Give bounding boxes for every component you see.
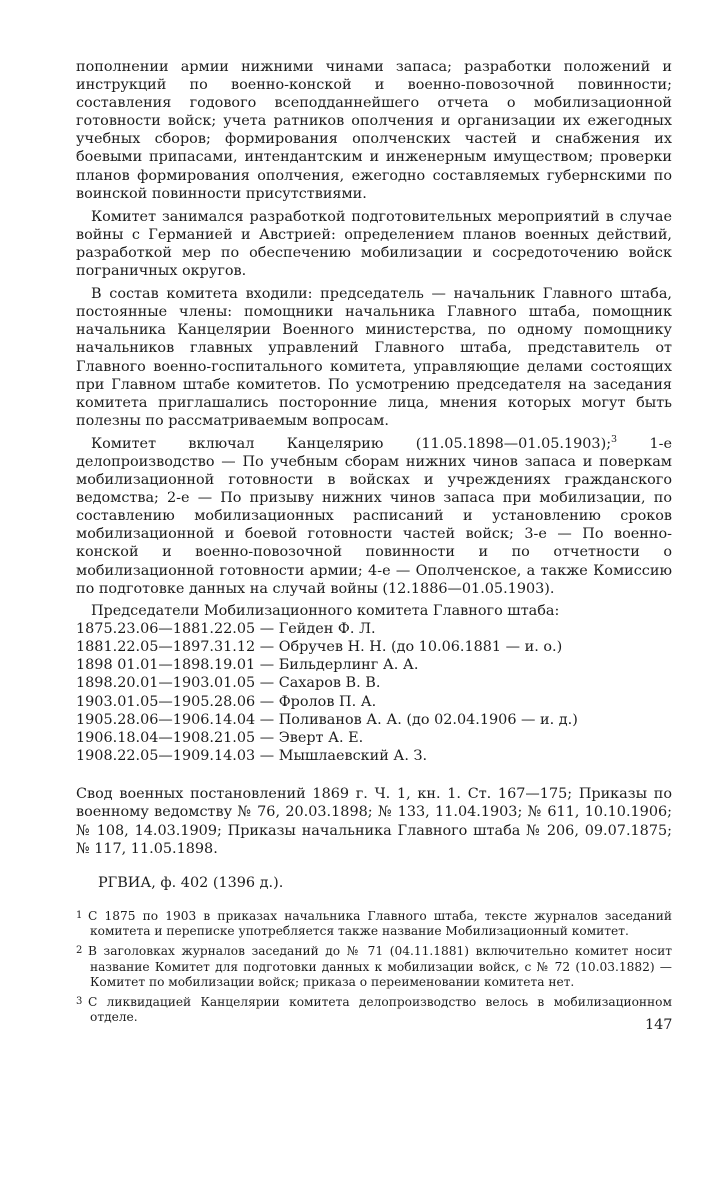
footnotes (76, 908, 672, 1026)
chairman-entry: 1875.23.06—1881.22.05 — Гейден Ф. Л. (76, 620, 376, 637)
paragraph-structure (76, 435, 672, 598)
structure-text-start: Комитет включал Канцелярию (11.05.1898—01.05.1903); (91, 435, 612, 452)
paragraph-war-preparation: Комитет занимался разработкой подготовительных мероприятий в случае войны с Германией и Австрией: определением планов военных действий, разработкой мер по обеспечению мобилизации и сосредоточению войск пограничных округов. (76, 208, 672, 280)
footnote-ref-3: 3 (611, 434, 618, 446)
chairman-entry: 1898.20.01—1903.01.05 — Сахаров В. В. (76, 675, 381, 692)
footnote-number: 2 (76, 944, 83, 956)
paragraph-duties-continued: пополнении армии нижними чинами запаса; разработки положений и инструкций по военно-конской и военно-повозочной повинности; составления годового всеподданнейшего отчета о мобилизационной готовности войск; учета ратников ополчения и организации их ежегодных учебных сборов; формирования ополченских частей и снабжения их боевыми припасами, интендантским и инженерным имуществом; проверки планов формирования ополчения, ежегодно составляемых губернскими по воинской повинности присутствиями. (76, 59, 672, 202)
footnote-text: В заголовках журналов заседаний до № 71 (04.11.1881) включительно комитет носит название Комитет для подготовки данных к мобилизации войск, с № 72 (10.03.1882) — Комитет по мобилизации войск; приказа о переименовании комитета нет. (88, 943, 672, 990)
chairman-entry: 1905.28.06—1906.14.04 — Поливанов А. А. (до 02.04.1906 — и. д.) (76, 711, 578, 728)
page-body (76, 58, 672, 1029)
structure-text-rest: 1-е делопроизводство — По учебным сборам нижних чинов запаса и поверкам мобилизационной готовности в войсках и учреждениях гражданского ведомства; 2-е — По призыву нижних чинов запаса при мобилизации, по составлению мобилизационных расписаний и установлению сроков мобилизационной и боевой готовности частей войск; 3-е — По военно-конской и военно-повозочной повинности и по отчетности о мобилизационной готовности армии; 4-е — Ополченское, а также Комиссию по подготовке данных на случай войны (12.1886—01.05.1903). (76, 435, 673, 597)
footnote-text: С ликвидацией Канцелярии комитета делопроизводство велось в мобилизационном отделе. (88, 994, 672, 1025)
footnote-1 (76, 908, 672, 940)
page-number: 147 (645, 1017, 673, 1033)
chairman-entry: 1903.01.05—1905.28.06 — Фролов П. А. (76, 693, 377, 710)
chairman-entry: 1908.22.05—1909.14.03 — Мышлаевский А. З. (76, 748, 428, 765)
footnote-3 (76, 994, 672, 1026)
chairman-entry: 1881.22.05—1897.31.12 — Обручев Н. Н. (до 10.06.1881 — и. о.) (76, 638, 563, 655)
chairmen-heading: Председатели Мобилизационного комитета Главного штаба: (91, 602, 560, 619)
footnote-text: С 1875 по 1903 в приказах начальника Главного штаба, тексте журналов заседаний комитета и переписке употребляется также название Мобилизационный комитет. (88, 908, 672, 939)
chairman-entry: 1898 01.01—1898.19.01 — Бильдерлинг А. А. (76, 657, 419, 674)
chairmen-list (76, 620, 672, 766)
footnote-2 (76, 943, 672, 991)
legal-sources: Свод военных постановлений 1869 г. Ч. 1, кн. 1. Ст. 167—175; Приказы по военному ведомству № 76, 20.03.1898; № 133, 11.04.1903; № 611, 10.10.1906; № 108, 14.03.1909; Приказы начальника Главного штаба № 206, 09.07.1875; № 117, 11.05.1898. (76, 786, 672, 857)
paragraph-composition: В состав комитета входили: председатель — начальник Главного штаба, постоянные члены: помощники начальника Главного штаба, помощник начальника Канцелярии Военного министерства, по одному помощнику начальников главных управлений Главного штаба, представитель от Главного военно-госпитального комитета, управляющие делами состоящих при Главном штабе комитетов. По усмотрению председателя на заседания комитета приглашались посторонние лица, мнения которых могут быть полезны по рассматриваемым вопросам. (76, 286, 672, 429)
chairman-entry: 1906.18.04—1908.21.05 — Эверт А. Е. (76, 729, 364, 746)
footnote-number: 1 (76, 909, 83, 921)
footnote-number: 3 (76, 995, 83, 1007)
archive-reference: РГВИА, ф. 402 (1396 д.). (98, 874, 284, 891)
